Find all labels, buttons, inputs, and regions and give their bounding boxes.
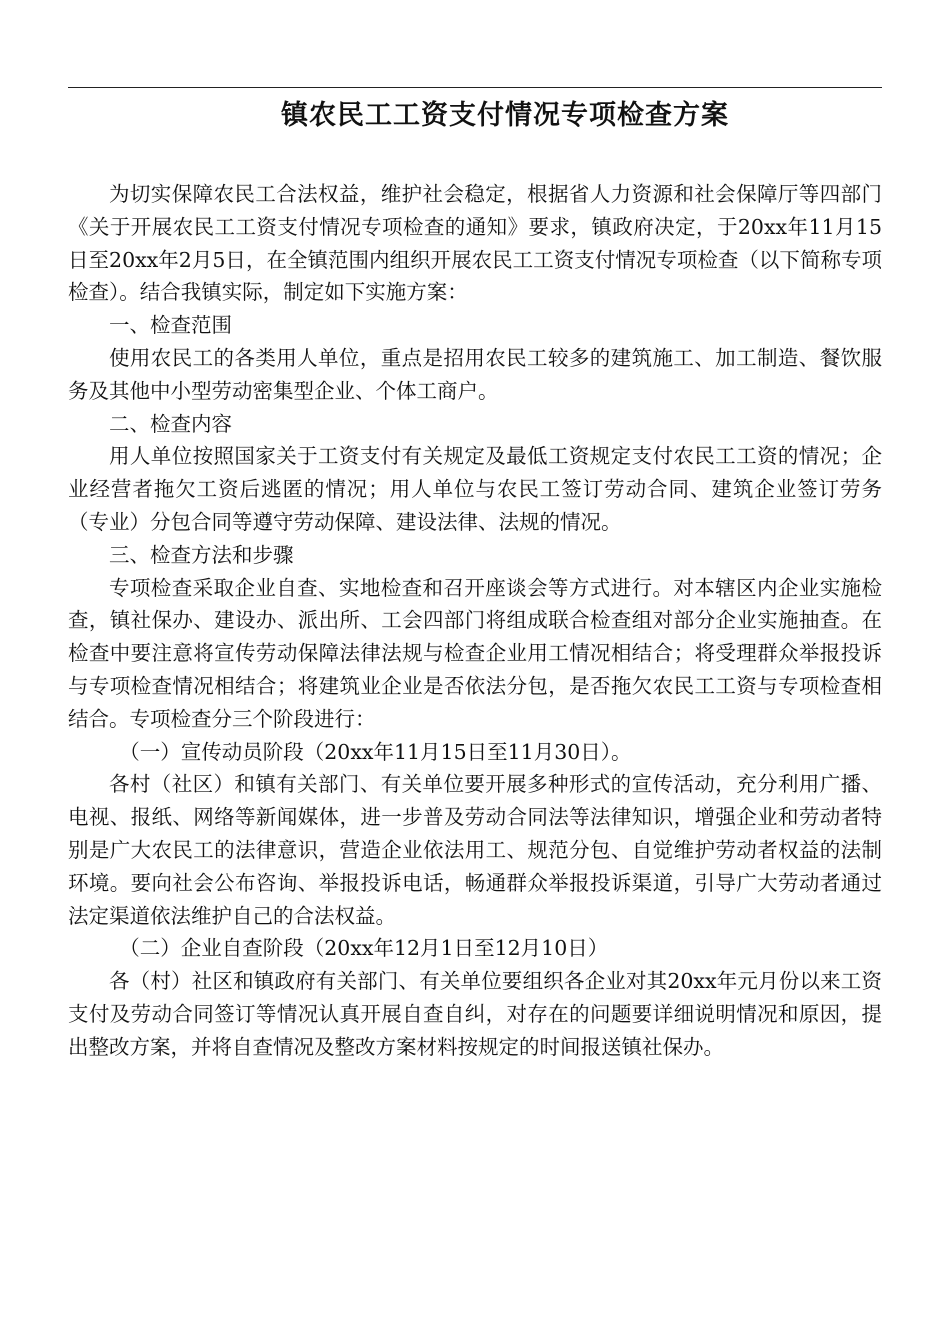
- body-paragraph: 各（村）社区和镇政府有关部门、有关单位要组织各企业对其20xx年元月份以来工资支付及劳动合同签订等情况认真开展自查自纠，对存在的问题要详细说明情况和原因，提出整改方案，并将自查情况及整改方案材料按规定的时间报送镇社保办。: [68, 969, 882, 1059]
- subsection-heading: （一）宣传动员阶段（20xx年11月15日至11月30日）。: [119, 739, 632, 764]
- intro-paragraph: 为切实保障农民工合法权益，维护社会稳定，根据省人力资源和社会保障厅等四部门《关于开展农民工工资支付情况专项检查的通知》要求，镇政府决定，于20xx年11月15日至20xx年2月5日，在全镇范围内组织开展农民工工资支付情况专项检查（以下简称专项检查）。结合我镇实际，制定如下实施方案：: [68, 182, 882, 305]
- section-heading: 三、检查方法和步骤: [109, 542, 294, 567]
- section-heading: 二、检查内容: [109, 411, 232, 436]
- body-paragraph: 用人单位按照国家关于工资支付有关规定及最低工资规定支付农民工工资的情况；企业经营者拖欠工资后逃匿的情况；用人单位与农民工签订劳动合同、建筑企业签订劳务（专业）分包合同等遵守劳动保障、建设法律、法规的情况。: [68, 444, 882, 534]
- document-body: [68, 178, 882, 1064]
- body-paragraph: 专项检查采取企业自查、实地检查和召开座谈会等方式进行。对本辖区内企业实施检查，镇社保办、建设办、派出所、工会四部门将组成联合检查组对部分企业实施抽查。在检查中要注意将宣传劳动保障法律法规与检查企业用工情况相结合；将受理群众举报投诉与专项检查情况相结合；将建筑业企业是否依法分包，是否拖欠农民工工资与专项检查相结合。专项检查分三个阶段进行：: [68, 575, 882, 731]
- section-heading: 一、检查范围: [109, 313, 232, 338]
- header-rule: [68, 87, 882, 88]
- subsection-heading: （二）企业自查阶段（20xx年12月1日至12月10日）: [119, 936, 609, 961]
- body-paragraph: 各村（社区）和镇有关部门、有关单位要开展多种形式的宣传活动，充分利用广播、电视、报纸、网络等新闻媒体，进一步普及劳动合同法等法律知识，增强企业和劳动者特别是广大农民工的法律意识，营造企业依法用工、规范分包、自觉维护劳动者权益的法制环境。要向社会公布咨询、举报投诉电话，畅通群众举报投诉渠道，引导广大劳动者通过法定渠道依法维护自己的合法权益。: [68, 772, 882, 928]
- document-title: 镇农民工工资支付情况专项检查方案: [281, 100, 729, 131]
- body-paragraph: 使用农民工的各类用人单位，重点是招用农民工较多的建筑施工、加工制造、餐饮服务及其他中小型劳动密集型企业、个体工商户。: [68, 345, 882, 403]
